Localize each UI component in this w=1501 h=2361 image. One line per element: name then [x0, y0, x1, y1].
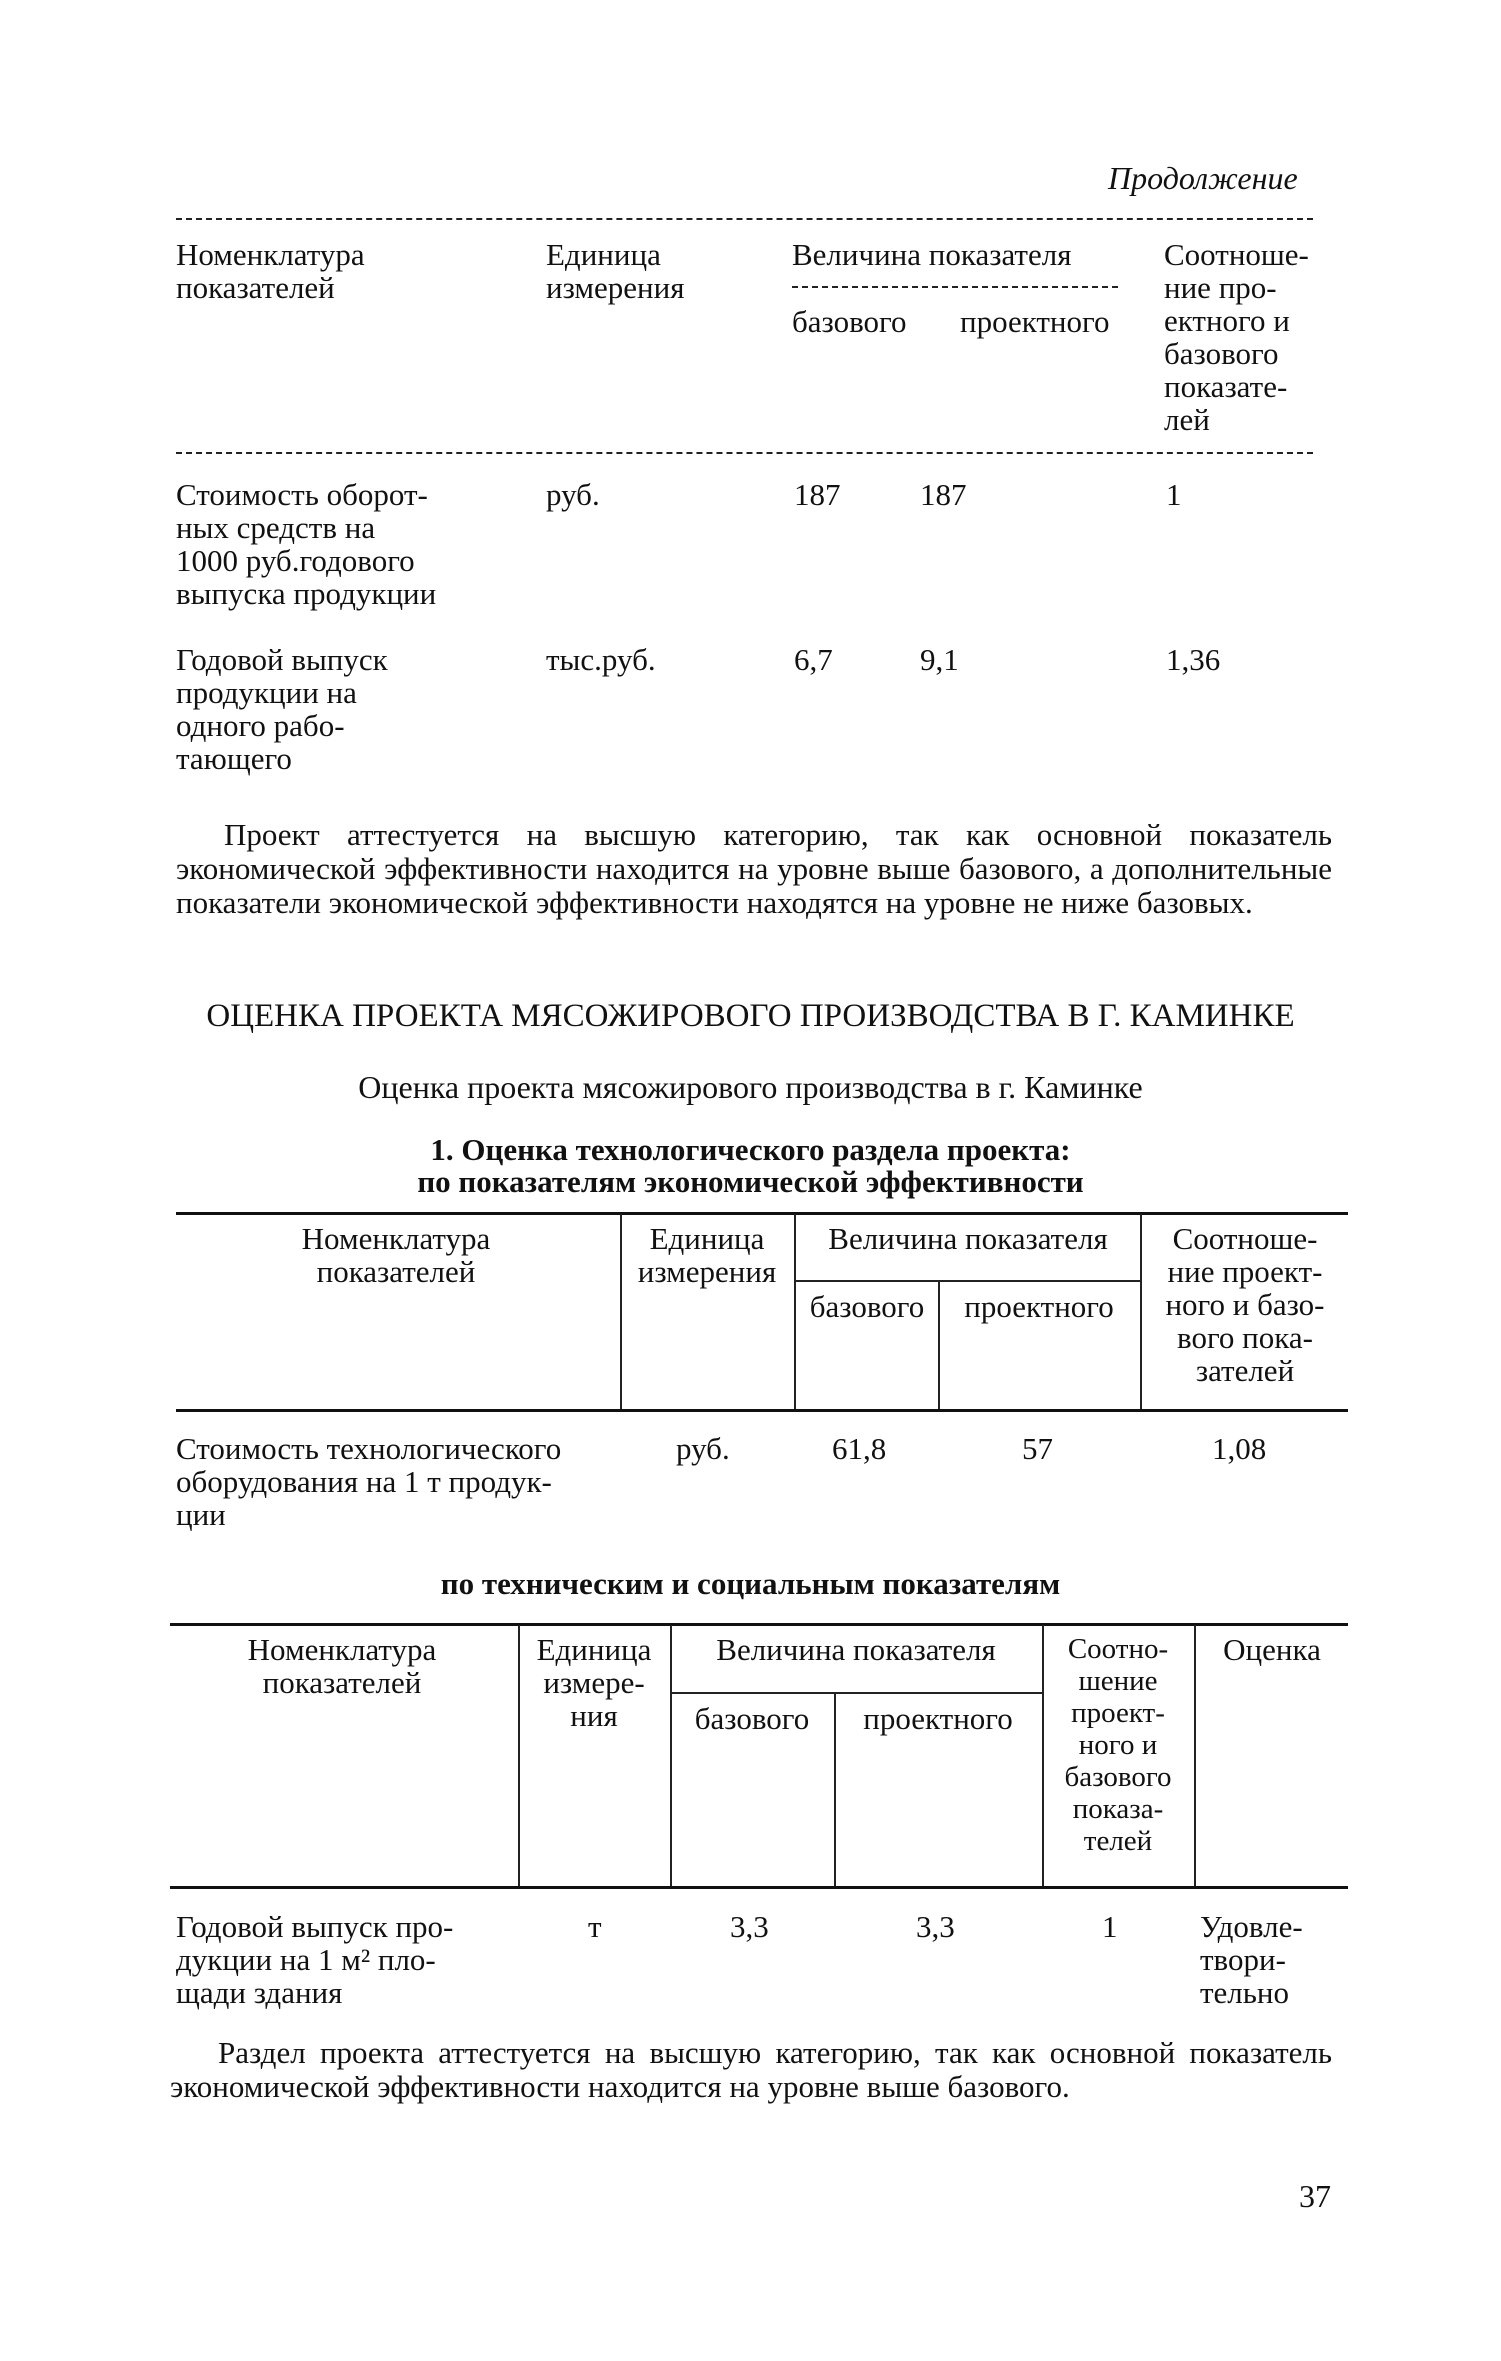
t1-row1-project: 187: [920, 477, 967, 512]
t1-row2-ratio: 1,36: [1166, 642, 1221, 677]
t1-row2-base: 6,7: [794, 642, 833, 677]
table2-top-rule: [176, 1212, 1348, 1215]
t1-header-unit: Единица измерения: [546, 237, 685, 305]
t3-row-project: 3,3: [916, 1909, 955, 1944]
page-number: 37: [1299, 2178, 1331, 2214]
t3-header-ratio: Соотно- шение проект- ного и базового показа- телей: [1064, 1633, 1172, 1857]
table1-top-rule: [176, 218, 1313, 220]
t3-header-unit: Единица измере- ния: [536, 1632, 652, 1733]
paragraph-1: Проект аттестуется на высшую категорию, так как основной показатель экономической эффективности находится на уровне выше базового, а дополнительные показатели экономической эффективности находятся на уровне не ниже базовых.: [176, 817, 1332, 920]
section-title: ОЦЕНКА ПРОЕКТА МЯСОЖИРОВОГО ПРОИЗВОДСТВА В Г. КАМИНКЕ: [206, 998, 1295, 1034]
t2-header-ratio: Соотноше- ние проект- ного и базо- вого пока- зателей: [1165, 1221, 1325, 1388]
t1-header-base: базового: [792, 304, 907, 339]
t3-row-unit: т: [588, 1909, 602, 1944]
t3-row-name: Годовой выпуск про- дукции на 1 м² пло- щади здания: [176, 1909, 454, 2010]
t3-row-score: Удовле- твори- тельно: [1200, 1909, 1303, 2010]
t3-header-name: Номенклатура показателей: [247, 1632, 437, 1700]
t1-row1-name: Стоимость оборот- ных средств на 1000 руб.годового выпуска продукции: [176, 477, 437, 611]
t3-header-score: Оценка: [1223, 1632, 1321, 1667]
t3-row-base: 3,3: [730, 1909, 769, 1944]
subsection-heading-1: 1. Оценка технологического раздела проекта:: [430, 1132, 1071, 1167]
t2-header-name: Номенклатура показателей: [301, 1221, 491, 1289]
t2-row-name: Стоимость технологического оборудования на 1 т продук- ции: [176, 1431, 562, 1532]
t2-row-unit: руб.: [676, 1431, 730, 1466]
t1-header-value: Величина показателя: [792, 237, 1072, 272]
subsection-heading-3: по техническим и социальным показателям: [440, 1566, 1061, 1601]
subtitle: Оценка проекта мясожирового производства в г. Каминке: [358, 1069, 1143, 1105]
t1-row2-unit: тыс.руб.: [546, 642, 656, 677]
t2-header-base: базового: [809, 1289, 925, 1324]
t2-value-rule: [794, 1280, 1140, 1282]
t1-row1-ratio: 1: [1166, 477, 1182, 512]
subsection-heading-2: по показателям экономической эффективности: [417, 1164, 1084, 1199]
t1-row2-name: Годовой выпуск продукции на одного рабо- тающего: [176, 642, 388, 776]
continuation-label: Продолжение: [1108, 160, 1298, 196]
t1-header-project: проектного: [960, 304, 1110, 339]
t2-row-ratio: 1,08: [1212, 1431, 1267, 1466]
t2-header-project: проектного: [964, 1289, 1114, 1324]
t2-row-project: 57: [1022, 1431, 1053, 1466]
t3-header-base: базового: [694, 1701, 810, 1736]
t3-value-rule: [670, 1692, 1042, 1694]
table3-header-rule: [170, 1886, 1348, 1889]
t3-header-project: проектного: [863, 1701, 1013, 1736]
t1-row1-unit: руб.: [546, 477, 600, 512]
t2-header-unit: Единица измерения: [637, 1221, 777, 1289]
t1-row2-project: 9,1: [920, 642, 959, 677]
t2-row-base: 61,8: [832, 1431, 887, 1466]
paragraph-2: Раздел проекта аттестуется на высшую категорию, так как основной показатель экономической эффективности находится на уровне выше базового.: [170, 2035, 1332, 2104]
t3-header-value: Величина показателя: [716, 1632, 996, 1667]
t1-header-ratio: Соотноше- ние про- ектного и базового показате- лей: [1164, 237, 1309, 437]
t2-header-value: Величина показателя: [828, 1221, 1108, 1256]
table2-header-rule: [176, 1409, 1348, 1412]
table1-header-rule: [176, 452, 1313, 454]
t1-header-name: Номенклатура показателей: [176, 237, 365, 305]
table3-top-rule: [170, 1623, 1348, 1626]
t3-row-ratio: 1: [1102, 1909, 1118, 1944]
t1-header-value-rule: [792, 286, 1118, 288]
t1-row1-base: 187: [794, 477, 841, 512]
